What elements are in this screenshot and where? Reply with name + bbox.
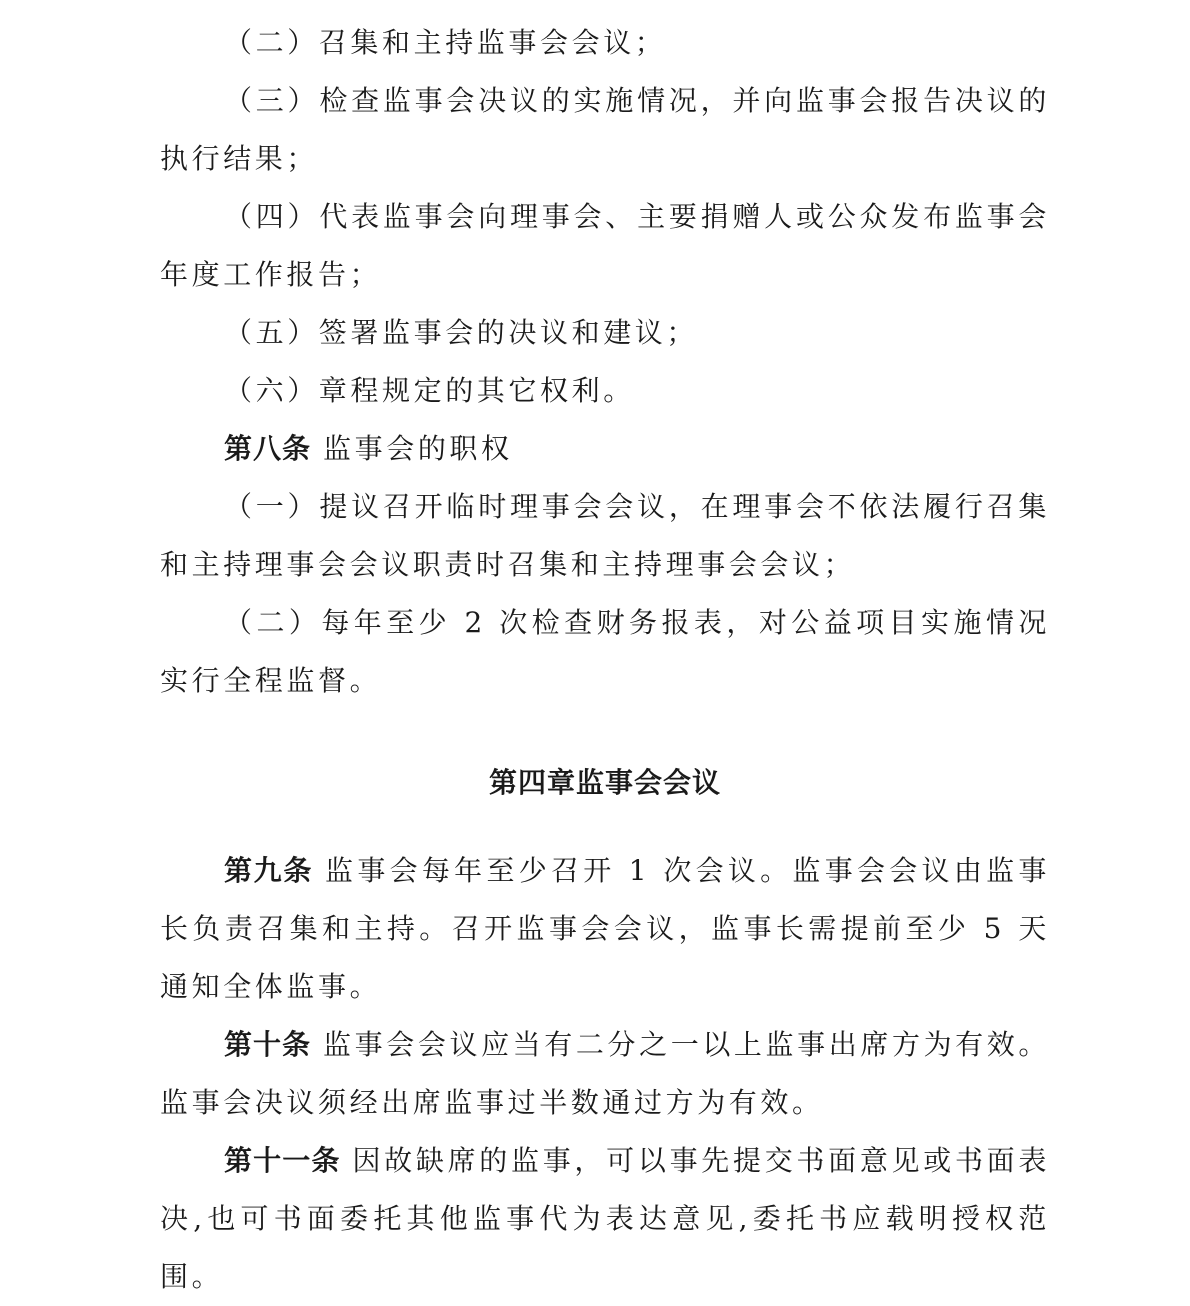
clause-2: （二）召集和主持监事会会议；: [224, 26, 667, 59]
article-10-lead: 第十条: [224, 1028, 312, 1061]
article-8-clause-1: （一）提议召开临时理事会会议，在理事会不依法履行召集和主持理事会会议职责时召集和主持理事会会议；: [160, 490, 1050, 581]
article-9-lead: 第九条: [224, 854, 314, 887]
clause-4: （四）代表监事会向理事会、主要捐赠人或公众发布监事会年度工作报告；: [160, 200, 1050, 291]
chapter-heading: 第四章监事会会议: [488, 766, 721, 799]
clause-5: （五）签署监事会的决议和建议；: [224, 316, 699, 349]
article-9: [160, 842, 1050, 1016]
clause-6: （六）章程规定的其它权利。: [224, 374, 635, 407]
clause-3: （三）检查监事会决议的实施情况，并向监事会报告决议的执行结果；: [160, 84, 1050, 175]
article-10: [160, 1016, 1050, 1132]
article-11: [160, 1132, 1050, 1306]
article-8-heading: [160, 420, 1050, 478]
article-8-clause-2: （二）每年至少 2 次检查财务报表，对公益项目实施情况实行全程监督。: [160, 606, 1050, 697]
article-9-text: 监事会每年至少召开 1 次会议。监事会会议由监事长负责召集和主持。召开监事会会议，监事长需提前至少 5 天通知全体监事。: [160, 854, 1050, 1003]
article-8-lead: 第八条: [224, 432, 312, 465]
article-11-text: 因故缺席的监事，可以事先提交书面意见或书面表决,也可书面委托其他监事代为表达意见,委托书应载明授权范围。: [160, 1144, 1050, 1293]
article-10-text: 监事会会议应当有二分之一以上监事出席方为有效。监事会决议须经出席监事过半数通过方为有效。: [160, 1028, 1050, 1119]
article-8-title: 监事会的职权: [323, 432, 513, 465]
article-11-lead: 第十一条: [224, 1144, 341, 1177]
document-page: [160, 14, 1050, 1306]
